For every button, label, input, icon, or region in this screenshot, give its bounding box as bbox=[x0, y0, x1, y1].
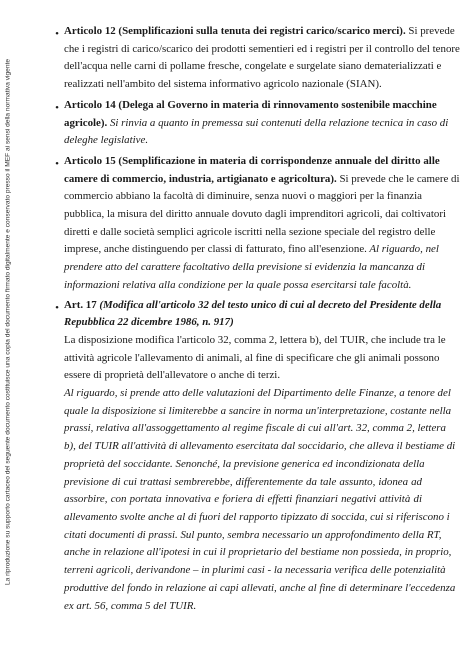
text-line: diretti e dalle società semplici agricole iscritti nella sezione speciale del registro delle bbox=[64, 225, 436, 238]
text-line: anche in relazione all'ipotesi in cui il proprietario del bestiame non possieda, in proprio, bbox=[64, 546, 452, 559]
list-item-art15 bbox=[55, 153, 460, 295]
list-item-art14 bbox=[55, 97, 449, 150]
bullet-icon: • bbox=[55, 157, 59, 170]
text-line: prassi, relativa all'assoggettamento al regime fiscale di cui all'art. 32, comma 2, lettera bbox=[64, 422, 446, 435]
article-heading: (Modifica all'articolo 32 del testo unico di cui al decreto del Presidente della bbox=[99, 298, 442, 311]
bullet-icon: • bbox=[55, 301, 59, 314]
text-line: dell'acqua nelle carni di pollame fresche, congelate e surgelate siano dematerializzati e bbox=[64, 60, 442, 73]
text-line: Al riguardo, si prende atto delle valutazioni del Dipartimento delle Finanze, a tenore del bbox=[64, 387, 451, 400]
text-line: previsione di cui trattasi sembrerebbe, differentemente da tale assunto, idonea ad bbox=[64, 475, 422, 488]
text-line: ex art. 56, comma 5 del TUIR. bbox=[64, 599, 197, 612]
text-line: pubblica, la misura del diritto annuale dovuto dagli imprenditori agricoli, dai coltivatori bbox=[64, 208, 446, 221]
text-line bbox=[64, 297, 442, 315]
text-line: essere di proprietà dell'allevatore o anche di terzi. bbox=[64, 369, 281, 382]
text-line: citati documenti di prassi. Sul punto, sembra necessario un approfondimento della RT, bbox=[64, 528, 442, 541]
text-line: informazioni relativa alla condizione per la quale possa esercitarsi tale facoltà. bbox=[64, 278, 412, 291]
text-line: realizzati nell'ambito del sistema informativo agricolo nazionale (SIAN). bbox=[64, 78, 382, 91]
document-page bbox=[55, 23, 460, 615]
text-line: prendere atto del carattere facoltativo della previsione si evidenzia la mancanza di bbox=[64, 261, 426, 274]
text-segment: Si prevede bbox=[405, 25, 455, 37]
text-line: commercio abbiano la facoltà di diminuire, senza nuovi o maggiori per la finanzia bbox=[64, 190, 422, 203]
article-heading: camere di commercio, industria, artigianato e agricoltura). bbox=[64, 172, 337, 185]
bullet-icon: • bbox=[55, 101, 59, 114]
article-heading: Articolo 14 (Delega al Governo in materia di rinnovamento sostenibile macchine bbox=[64, 98, 437, 111]
text-line: produttive del fondo in relazione ai capi allevati, anche al fine di determinare l'eccedenza bbox=[64, 581, 456, 594]
text-line: allevamento svolte anche al di fuori del rapporto tipizzato di soccida, cui si riferiscono i bbox=[64, 510, 450, 523]
article-heading: Art. 17 bbox=[64, 298, 100, 311]
bullet-icon: • bbox=[55, 28, 59, 40]
list-item-art17 bbox=[55, 297, 456, 616]
text-segment: Si prevede che le camere di bbox=[336, 172, 460, 185]
side-margin-note-text: La riproduzione su supporto cartaceo del seguente documento costituisce una copia del documento firmato digitalmente e conservato presso il MEF ai sensi della normativa vigente bbox=[4, 59, 12, 585]
text-line: terreni agricoli, derivandone – in plurimi casi - la necessaria verifica delle potenzialità bbox=[64, 564, 446, 577]
text-segment: Si rinvia a quanto in premessa sui contenuti della relazione tecnica in caso di bbox=[107, 116, 449, 129]
text-line: b), del TUIR all'attività di allevamento esercitata dal soccidario, che alleva il bestiame di bbox=[64, 440, 456, 453]
text-line bbox=[64, 171, 460, 189]
text-line: La disposizione modifica l'articolo 32, comma 2, lettera b), del TUIR, che include tra le bbox=[64, 333, 446, 346]
text-line: quale la disposizione si limiterebbe a sancire in norma un'interpretazione, costante nella bbox=[64, 404, 452, 417]
text-line bbox=[64, 23, 455, 41]
text-line bbox=[64, 115, 449, 133]
article-heading: Repubblica 22 dicembre 1986, n. 917) bbox=[64, 316, 234, 329]
text-segment: Al riguardo, nel bbox=[366, 243, 439, 256]
article-heading: agricole). bbox=[64, 116, 108, 129]
text-line: assorbire, con portata innovativa e foriera di effetti finanziari negativi attività di bbox=[64, 493, 422, 506]
text-line: che i registri di carico/scarico dei prodotti sementieri ed i registri per il controllo del tenore bbox=[64, 42, 460, 55]
text-line: attività agricole l'allevamento di animali, al fine di specificare che gli animali possono bbox=[64, 351, 440, 364]
text-line: deleghe legislative. bbox=[64, 134, 149, 147]
text-segment: imprese, anche distinguendo per classi di fatturato, fino all'esenzione. bbox=[64, 243, 367, 256]
side-margin-note bbox=[0, 0, 16, 645]
article-heading: Articolo 15 (Semplificazione in materia di corrispondenze annuale del diritto alle bbox=[64, 154, 440, 167]
article-heading: Articolo 12 (Semplificazioni sulla tenuta dei registri carico/scarico merci). bbox=[64, 25, 406, 37]
list-item-art12 bbox=[55, 23, 460, 94]
text-line: proprietà del soccidante. Senonché, la previsione generica ed incondizionata della bbox=[64, 457, 425, 470]
text-line bbox=[64, 241, 439, 259]
